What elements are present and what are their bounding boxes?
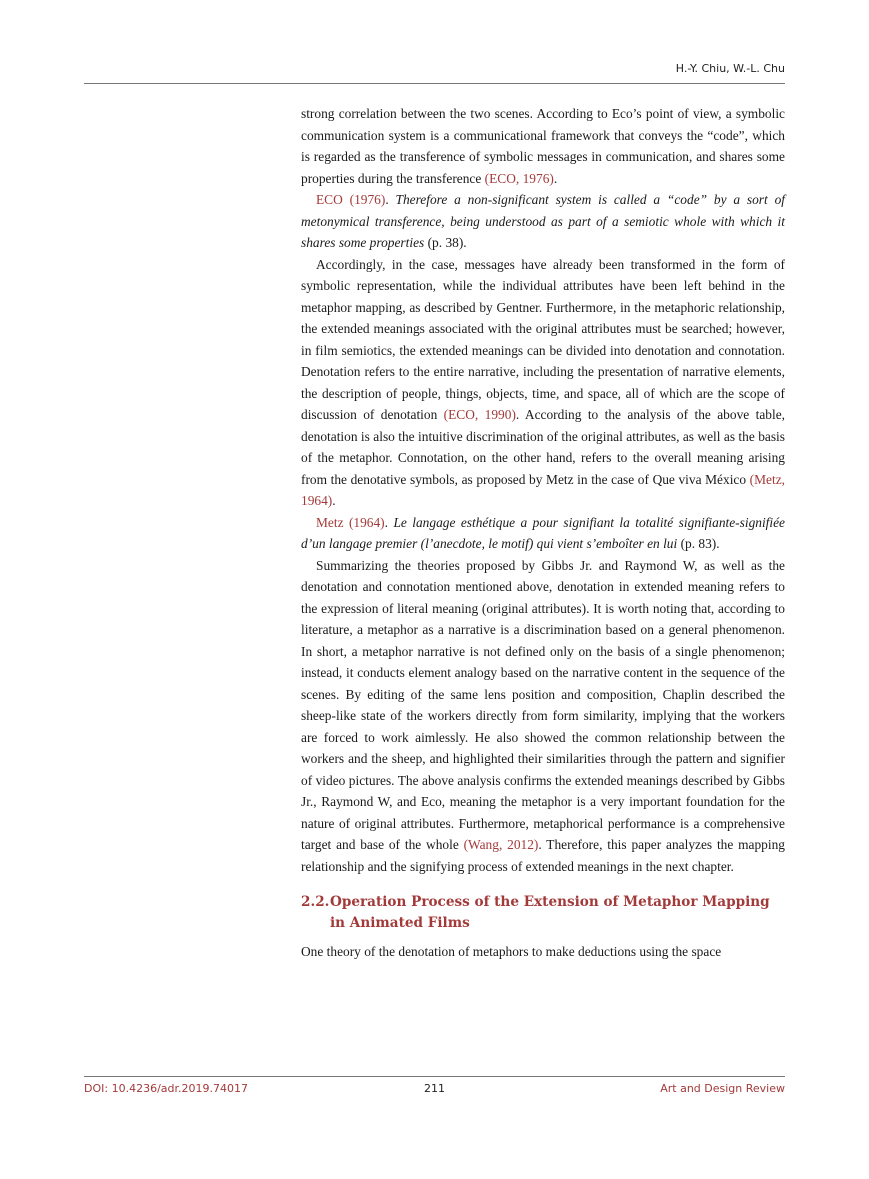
footer-page-number: 211 [424,1082,445,1095]
quote-text: Therefore a non-significant system is called a “code” by a sort of metonymical transference, being understood as part of a semiotic whole with which it shares some properties [301,192,785,250]
footer-journal-link[interactable]: Art and Design Review [660,1082,785,1095]
footer-divider [84,1076,785,1077]
paragraph-1: strong correlation between the two scenes. According to Eco’s point of view, a symbolic communication system is a communicational framework that conveys the “code”, which is regarded as the transference of symbolic messages in communication, and shares some properties during the transference (ECO, 1976). [301,106,785,186]
paragraph-2: Accordingly, in the case, messages have already been transformed in the form of symbolic representation, while the individual attributes have been left behind in the metaphor mapping, as described by Gentner. Furthermore, in the metaphoric relationship, the extended meanings associated with the original attributes must be searched; however, in film semiotics, the extended meanings can be divided into denotation and connotation. Denotation refers to the entire narrative, including the presentation of narrative elements, the description of people, things, objects, time, and space, all of which are the scope of discussion of denotation (ECO, 1990). According to the analysis of the above table, denotation is also the intuitive discrimination of the original attributes, as well as the basis of the metaphor. Connotation, on the other hand, refers to the overall meaning arising from the denotative symbols, as proposed by Metz in the case of Que viva México (Metz, 1964). [301,256,785,508]
header-divider [84,83,785,84]
section-heading [301,892,785,934]
running-header-authors: H.-Y. Chiu, W.-L. Chu [675,62,785,75]
block-quote-1: ECO (1976). Therefore a non-significant system is called a “code” by a sort of metonymical transference, being understood as part of a semiotic whole with which it shares some properties (p. 38). [301,192,785,250]
citation-link[interactable]: (Wang, 2012) [463,837,539,852]
paragraph-3: Summarizing the theories proposed by Gibbs Jr. and Raymond W, as well as the denotation and connotation mentioned above, denotation in extended meaning refers to the expression of literal meaning (original attributes). It is worth noting that, according to literature, a metaphor as a narrative is a discrimination based on a general phenomenon. In short, a metaphor narrative is not defined only on the basis of a single phenomenon; instead, it conducts element analogy based on the narrative content in the sequence of the scenes. By editing of the same lens position and composition, Chaplin described the sheep-like state of the workers directly from form similarity, implying that the workers are forced to work aimlessly. He also showed the common relationship between the workers and the sheep, and highlighted their similarities through the pattern and signifier of video pictures. The above analysis confirms the extended meanings described by Gibbs Jr., Raymond W, and Eco, meaning the metaphor is a very important foundation for the nature of original attributes. Furthermore, metaphorical performance is a comprehensive target and base of the whole (Wang, 2012). Therefore, this paper analyzes the mapping relationship and the signifying process of extended meanings in the next chapter. [301,557,785,874]
paragraph-4: One theory of the denotation of metaphors to make deductions using the space [301,944,722,959]
citation-link[interactable]: (ECO, 1976) [484,170,554,186]
article-body [301,103,785,963]
section-title: Operation Process of the Extension of Metaphor Mapping in Animated Films [330,894,770,931]
section-number: 2.2. [301,894,330,910]
citation-link[interactable]: Metz (1964) [316,514,385,530]
citation-link[interactable]: (ECO, 1990) [443,407,516,422]
citation-link[interactable]: (Metz, 1964) [301,471,785,508]
citation-link[interactable]: ECO (1976) [316,192,386,207]
quote-text: Le langage esthétique a pour signifiant la totalité signifiante-signifiée d’un langage premier (l’anecdote, le motif) qui vient s’emboîter en lui [301,514,786,551]
footer-doi-link[interactable]: DOI: 10.4236/adr.2019.74017 [84,1082,248,1095]
block-quote-2: Metz (1964). Le langage esthétique a pour signifiant la totalité signifiante-signifiée d’un langage premier (l’anecdote, le motif) qui vient s’emboîter en lui (p. 83). [301,514,786,551]
